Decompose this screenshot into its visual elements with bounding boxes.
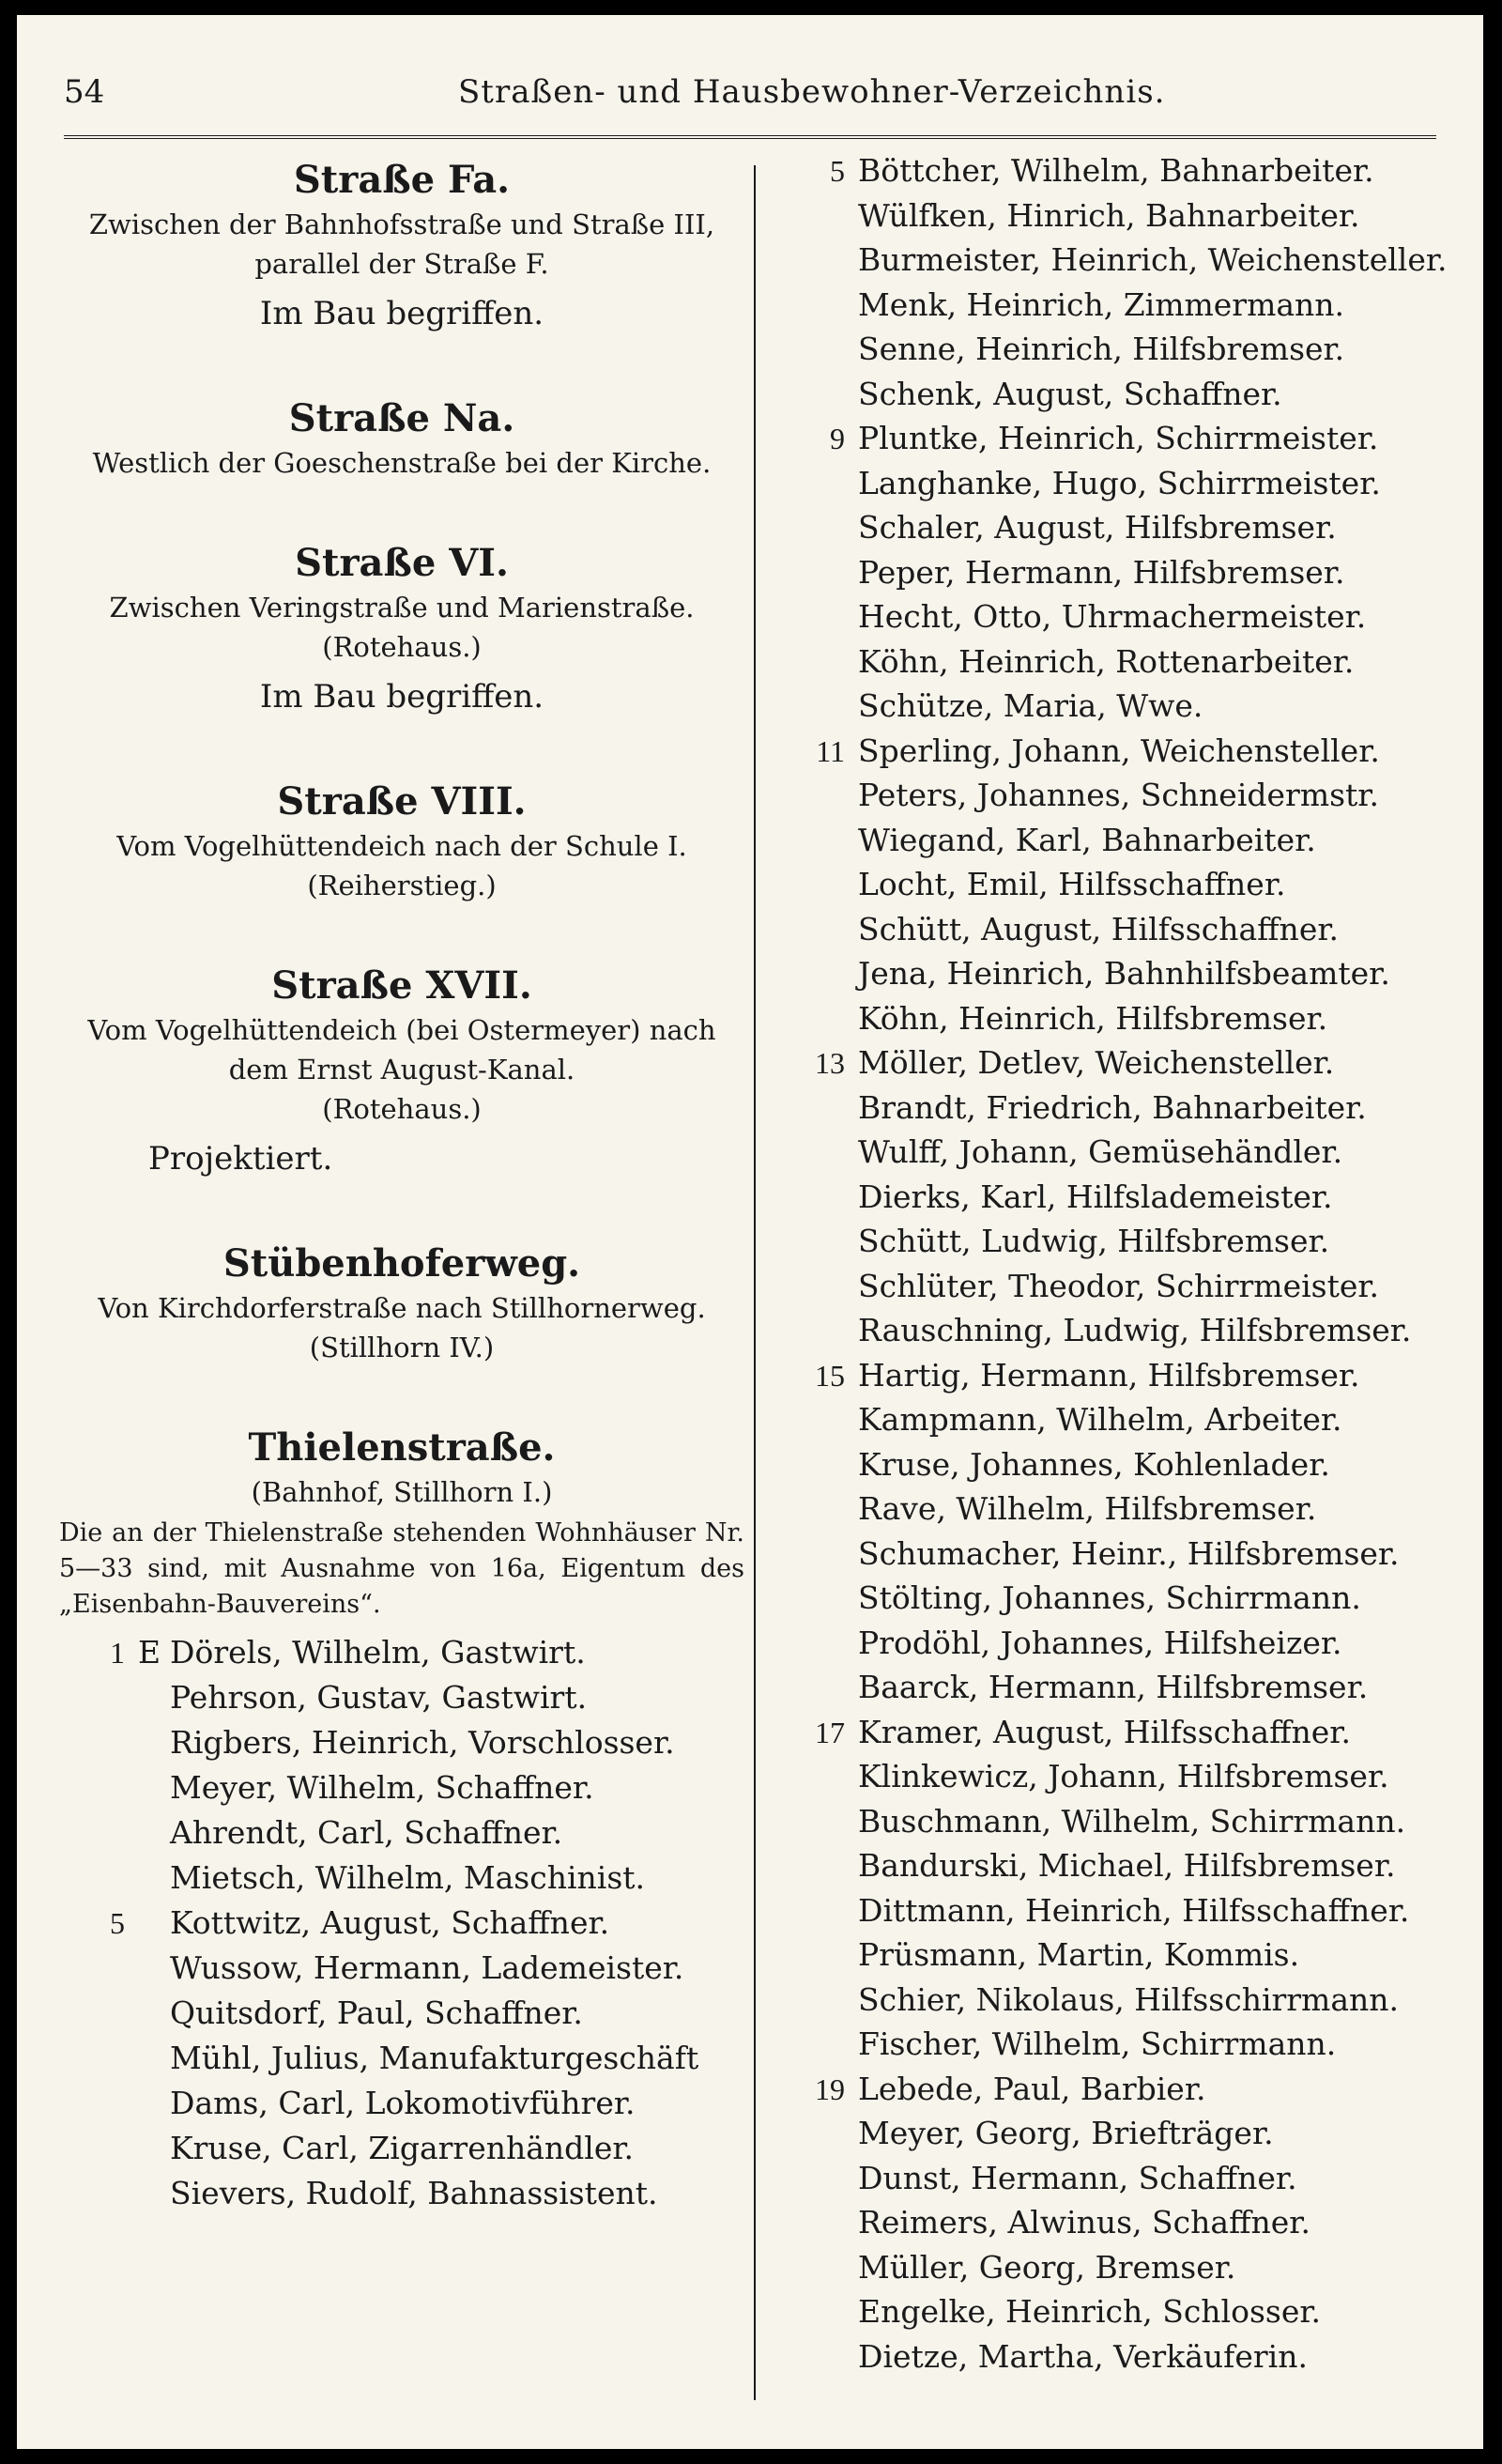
resident-name: Pluntke, Heinrich, Schirrmeister. (858, 420, 1379, 456)
resident-entry (787, 2245, 1472, 2290)
resident-name: Dierks, Karl, Hilfslademeister. (858, 1178, 1333, 1215)
resident-entry (787, 2200, 1472, 2245)
resident-name: Lebede, Paul, Barbier. (858, 2070, 1206, 2107)
resident-entry (787, 148, 1472, 193)
running-title: Straßen- und Hausbewohner-Verzeichnis. (458, 73, 1166, 111)
resident-name: Köhn, Heinrich, Rottenarbeiter. (858, 642, 1355, 680)
resident-name: Fischer, Wilhelm, Schirrmann. (858, 2025, 1337, 2062)
resident-name: Baarck, Hermann, Hilfsbremser. (858, 1669, 1369, 1705)
house-number: 5 (110, 1906, 125, 1940)
house-number: 13 (815, 1046, 845, 1080)
resident-entry (787, 729, 1472, 774)
street-description: parallel der Straße F. (254, 248, 549, 280)
resident-entry (59, 1720, 744, 1765)
resident-name: Schütt, August, Hilfsschaffner. (858, 910, 1339, 947)
resident-name: Wülfken, Hinrich, Bahnarbeiter. (858, 196, 1360, 234)
resident-entry (787, 550, 1472, 595)
street-name: Straße XVII. (271, 963, 532, 1008)
resident-entry (787, 1130, 1472, 1175)
resident-entry (787, 1754, 1472, 1799)
resident-name: Pehrson, Gustav, Gastwirt. (170, 1679, 588, 1716)
resident-entry (787, 2111, 1472, 2156)
street-block (59, 156, 744, 338)
resident-name: Schlüter, Theodor, Schirrmeister. (858, 1267, 1380, 1304)
street-status-note: Projektiert. (148, 1140, 333, 1178)
resident-name: Langhanke, Hugo, Schirrmeister. (858, 464, 1381, 501)
right-column (787, 148, 1472, 2379)
resident-name: Dittmann, Heinrich, Hilfsschaffner. (858, 1891, 1410, 1929)
resident-entry (787, 1175, 1472, 1220)
resident-name: Kottwitz, August, Schaffner. (170, 1904, 610, 1941)
resident-entry (59, 1946, 744, 1991)
resident-name: Meyer, Georg, Briefträger. (858, 2115, 1274, 2151)
resident-entry (787, 238, 1472, 283)
resident-entry (787, 1264, 1472, 1309)
street-status-note: Im Bau begriffen. (259, 678, 544, 716)
resident-name: Kampmann, Wilhelm, Arbeiter. (858, 1401, 1342, 1438)
resident-entry (787, 996, 1472, 1041)
resident-entry (787, 1219, 1472, 1264)
resident-entry (787, 862, 1472, 907)
resident-entry (59, 1901, 744, 1946)
resident-entry (787, 818, 1472, 863)
resident-entry (59, 2171, 744, 2216)
resident-name: Möller, Detlev, Weichensteller. (858, 1044, 1335, 1081)
resident-name: Kruse, Johannes, Kohlenlader. (858, 1445, 1330, 1483)
resident-name: Rave, Wilhelm, Hilfsbremser. (858, 1490, 1317, 1527)
resident-entry (59, 1856, 744, 1901)
resident-entry (59, 1765, 744, 1810)
street-description: Zwischen der Bahnhofsstraße und Straße III, (88, 208, 715, 240)
resident-name: Burmeister, Heinrich, Weichensteller. (858, 241, 1448, 278)
resident-entry (59, 2036, 744, 2081)
resident-name: Kramer, August, Hilfsschaffner. (858, 1713, 1351, 1750)
resident-name: Sperling, Johann, Weichensteller. (858, 732, 1380, 769)
resident-entry (787, 1621, 1472, 1666)
resident-name: Engelke, Heinrich, Schlosser. (858, 2293, 1322, 2330)
resident-entry (787, 372, 1472, 417)
resident-name: Köhn, Heinrich, Hilfsbremser. (858, 999, 1328, 1037)
resident-entry (787, 1040, 1472, 1086)
resident-name: Ahrendt, Carl, Schaffner. (170, 1814, 563, 1851)
street-description: dem Ernst August-Kanal. (228, 1054, 575, 1086)
street-name: Straße Fa. (293, 158, 511, 202)
resident-name: Locht, Emil, Hilfsschaffner. (858, 866, 1286, 902)
house-number: 17 (815, 1715, 845, 1749)
resident-entry (787, 1933, 1472, 1978)
resident-name: Rigbers, Heinrich, Vorschlosser. (170, 1724, 675, 1761)
entry-flag: E (138, 1634, 161, 1671)
resident-name: Wulff, Johann, Gemüsehändler. (858, 1133, 1343, 1170)
resident-name: Wussow, Hermann, Lademeister. (170, 1949, 684, 1986)
resident-name: Bandurski, Michael, Hilfsbremser. (858, 1847, 1396, 1884)
resident-entry (59, 1810, 744, 1856)
house-number: 11 (816, 733, 845, 768)
resident-entry (787, 1978, 1472, 2023)
street-name: Straße Na. (288, 396, 515, 440)
resident-name: Hecht, Otto, Uhrmachermeister. (858, 598, 1367, 635)
resident-entry (787, 1486, 1472, 1532)
resident-entry (787, 1353, 1472, 1398)
resident-entry (787, 416, 1472, 461)
resident-entry (787, 1442, 1472, 1487)
resident-entry (787, 2022, 1472, 2067)
street-block (59, 1240, 744, 1367)
resident-entry (787, 2334, 1472, 2379)
column-divider (754, 165, 756, 2400)
resident-entry (787, 1843, 1472, 1888)
street-block (59, 539, 744, 721)
resident-name: Dörels, Wilhelm, Gastwirt. (170, 1634, 586, 1671)
street-block (59, 394, 744, 483)
street-description: Vom Vogelhüttendeich (bei Ostermeyer) nach (87, 1014, 716, 1046)
resident-name: Prodöhl, Johannes, Hilfsheizer. (858, 1624, 1342, 1661)
house-number: 5 (830, 154, 845, 188)
house-number: 1 (110, 1636, 125, 1670)
resident-name: Mühl, Julius, Manufakturgeschäft (170, 2040, 699, 2076)
resident-entry (787, 327, 1472, 372)
house-number: 15 (815, 1358, 845, 1393)
street-block (59, 778, 744, 905)
resident-name: Brandt, Friedrich, Bahnarbeiter. (858, 1088, 1367, 1126)
resident-name: Dietze, Martha, Verkäuferin. (858, 2337, 1308, 2375)
resident-name: Klinkewicz, Johann, Hilfsbremser. (858, 1758, 1389, 1794)
street-block (59, 962, 744, 1183)
street-description: (Rotehaus.) (322, 631, 482, 663)
resident-name: Schütt, Ludwig, Hilfsbremser. (858, 1223, 1330, 1259)
street-description: Zwischen Veringstraße und Marienstraße. (109, 592, 695, 624)
resident-entry (59, 2126, 744, 2171)
resident-name: Hartig, Hermann, Hilfsbremser. (858, 1356, 1360, 1394)
house-number: 19 (815, 2071, 845, 2106)
page-number: 54 (64, 73, 105, 111)
resident-entry (787, 773, 1472, 818)
street-block-thielenstrasse (59, 1424, 744, 1512)
resident-name: Buschmann, Wilhelm, Schirrmann. (858, 1802, 1406, 1840)
resident-entry (787, 461, 1472, 506)
street-description: Von Kirchdorferstraße nach Stillhornerweg. (98, 1292, 706, 1324)
resident-entry (787, 1086, 1472, 1131)
resident-name: Schütze, Maria, Wwe. (858, 687, 1203, 724)
street-status-note: Im Bau begriffen. (259, 295, 544, 332)
resident-entry (787, 2156, 1472, 2201)
left-column (59, 148, 744, 2216)
resident-name: Peters, Johannes, Schneidermstr. (858, 777, 1379, 813)
resident-entry (787, 1576, 1472, 1621)
resident-entry (59, 1991, 744, 2036)
resident-entry (787, 505, 1472, 550)
resident-entry (787, 1888, 1472, 1933)
resident-entry (787, 1665, 1472, 1710)
resident-entry (787, 2067, 1472, 2112)
resident-name: Wiegand, Karl, Bahnarbeiter. (858, 821, 1316, 858)
street-description: Westlich der Goeschenstraße bei der Kirche. (92, 447, 712, 479)
resident-name: Prüsmann, Martin, Kommis. (858, 1936, 1300, 1973)
street-description: (Bahnhof, Stillhorn I.) (251, 1476, 553, 1508)
resident-name: Schumacher, Heinr., Hilfsbremser. (858, 1534, 1400, 1572)
resident-name: Peper, Hermann, Hilfsbremser. (858, 553, 1345, 591)
resident-entry (59, 1630, 744, 1675)
resident-name: Schier, Nikolaus, Hilfsschirrmann. (858, 1980, 1400, 2018)
resident-entry (787, 2289, 1472, 2334)
resident-entry (787, 1397, 1472, 1442)
resident-entry (787, 1532, 1472, 1577)
resident-entry (59, 1675, 744, 1720)
street-name: Straße VI. (295, 541, 509, 585)
resident-name: Jena, Heinrich, Bahnhilfsbeamter. (858, 955, 1390, 992)
resident-entry (787, 1710, 1472, 1755)
street-description: (Rotehaus.) (322, 1093, 482, 1125)
resident-entry (787, 1308, 1472, 1353)
book-page (17, 15, 1483, 2449)
resident-name: Schaler, August, Hilfsbremser. (858, 509, 1337, 546)
resident-name: Sievers, Rudolf, Bahnassistent. (170, 2175, 658, 2211)
house-number: 9 (830, 422, 845, 455)
resident-name: Dunst, Hermann, Schaffner. (858, 2159, 1297, 2196)
resident-entry (787, 951, 1472, 996)
resident-name: Meyer, Wilhelm, Schaffner. (170, 1769, 594, 1806)
resident-name: Rauschning, Ludwig, Hilfsbremser. (858, 1312, 1412, 1348)
street-description: (Stillhorn IV.) (309, 1332, 495, 1363)
resident-name: Schenk, August, Schaffner. (858, 375, 1282, 412)
resident-entry (787, 639, 1472, 685)
resident-entry (59, 2081, 744, 2126)
resident-name: Mietsch, Wilhelm, Maschinist. (170, 1859, 646, 1896)
resident-name: Quitsdorf, Paul, Schaffner. (170, 1994, 583, 2031)
street-name: Thielenstraße. (248, 1425, 556, 1470)
header-rule (64, 135, 1436, 139)
resident-entry (787, 283, 1472, 328)
resident-name: Reimers, Alwinus, Schaffner. (858, 2204, 1310, 2241)
resident-entry (787, 684, 1472, 729)
street-name: Straße VIII. (277, 779, 527, 824)
resident-name: Böttcher, Wilhelm, Bahnarbeiter. (858, 152, 1374, 189)
resident-name: Dams, Carl, Lokomotivführer. (170, 2085, 636, 2121)
street-description: Vom Vogelhüttendeich nach der Schule I. (116, 830, 687, 862)
resident-entry (787, 907, 1472, 952)
resident-name: Menk, Heinrich, Zimmermann. (858, 285, 1345, 323)
street-description: (Reiherstieg.) (307, 870, 497, 901)
ownership-note: Die an der Thielenstraße stehenden Wohnhäuser Nr. 5—33 sind, mit Ausnahme von 16a, Eigentum des „Eisenbahn-Bauvereins“. (59, 1518, 744, 1619)
resident-name: Müller, Georg, Bremser. (858, 2248, 1236, 2286)
resident-entry (787, 1799, 1472, 1844)
street-name: Stübenhoferweg. (222, 1241, 581, 1286)
resident-name: Senne, Heinrich, Hilfsbremser. (858, 331, 1345, 367)
resident-name: Stölting, Johannes, Schirrmann. (858, 1579, 1361, 1616)
resident-name: Kruse, Carl, Zigarrenhändler. (170, 2130, 635, 2166)
resident-entry (787, 193, 1472, 239)
resident-entry (787, 594, 1472, 639)
